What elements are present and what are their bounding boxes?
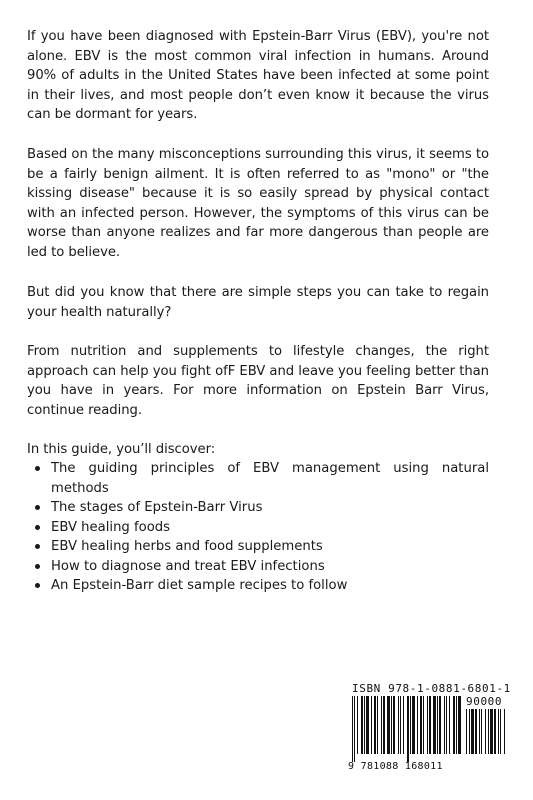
list-item-text: EBV healing foods xyxy=(51,519,171,535)
list-item-text: The guiding principles of EBV management using natural methods xyxy=(51,461,489,496)
barcode-digits: 9 781088 168011 xyxy=(348,761,443,772)
bullet-icon xyxy=(35,583,40,588)
list-item-text: The stages of Epstein-Barr Virus xyxy=(51,500,263,515)
list-item xyxy=(27,557,489,577)
paragraph-misconceptions: Based on the many misconceptions surrounding this virus, it seems to be a fairly benign ailment. It is often referred to as "mono" or "the kissing disease" because it is so easily spread by physical contact with an infected person. However, the symptoms of this virus can be worse than anyone realizes and far more dangerous than people are led to believe. xyxy=(27,147,489,260)
addon-barcode-bars-icon xyxy=(466,709,506,762)
bullet-icon xyxy=(35,564,40,569)
guide-bullet-list xyxy=(27,459,489,596)
paragraph-question: But did you know that there are simple steps you can take to regain your health naturally? xyxy=(27,285,489,320)
barcode-bars-icon xyxy=(352,696,462,762)
list-item xyxy=(27,537,489,557)
list-item xyxy=(27,459,489,498)
bullet-icon xyxy=(35,525,40,530)
list-item xyxy=(27,498,489,518)
list-item xyxy=(27,576,489,596)
price-code: 90000 xyxy=(466,695,503,708)
list-item-text: An Epstein-Barr diet sample recipes to follow xyxy=(51,578,348,593)
list-item-text: How to diagnose and treat EBV infections xyxy=(51,558,325,574)
paragraph-intro: If you have been diagnosed with Epstein-Barr Virus (EBV), you're not alone. EBV is the most common viral infection in humans. Around 90% of adults in the United States have been infected at some point in their lives, and most people don’t even know it because the virus can be dormant for years. xyxy=(27,29,489,122)
bullet-icon xyxy=(35,505,40,510)
bullet-icon xyxy=(35,544,40,549)
isbn-barcode xyxy=(345,676,515,782)
bullet-icon xyxy=(35,466,40,471)
paragraph-approach: From nutrition and supplements to lifestyle changes, the right approach can help you fight ofF EBV and leave you feeling better than you have in years. For more information on Epstein Barr Virus, continue reading. xyxy=(27,344,489,418)
list-item-text: EBV healing herbs and food supplements xyxy=(51,539,323,554)
list-item xyxy=(27,518,489,538)
isbn-label: ISBN 978-1-0881-6801-1 xyxy=(352,682,511,695)
guide-intro: In this guide, you’ll discover: xyxy=(27,442,216,457)
